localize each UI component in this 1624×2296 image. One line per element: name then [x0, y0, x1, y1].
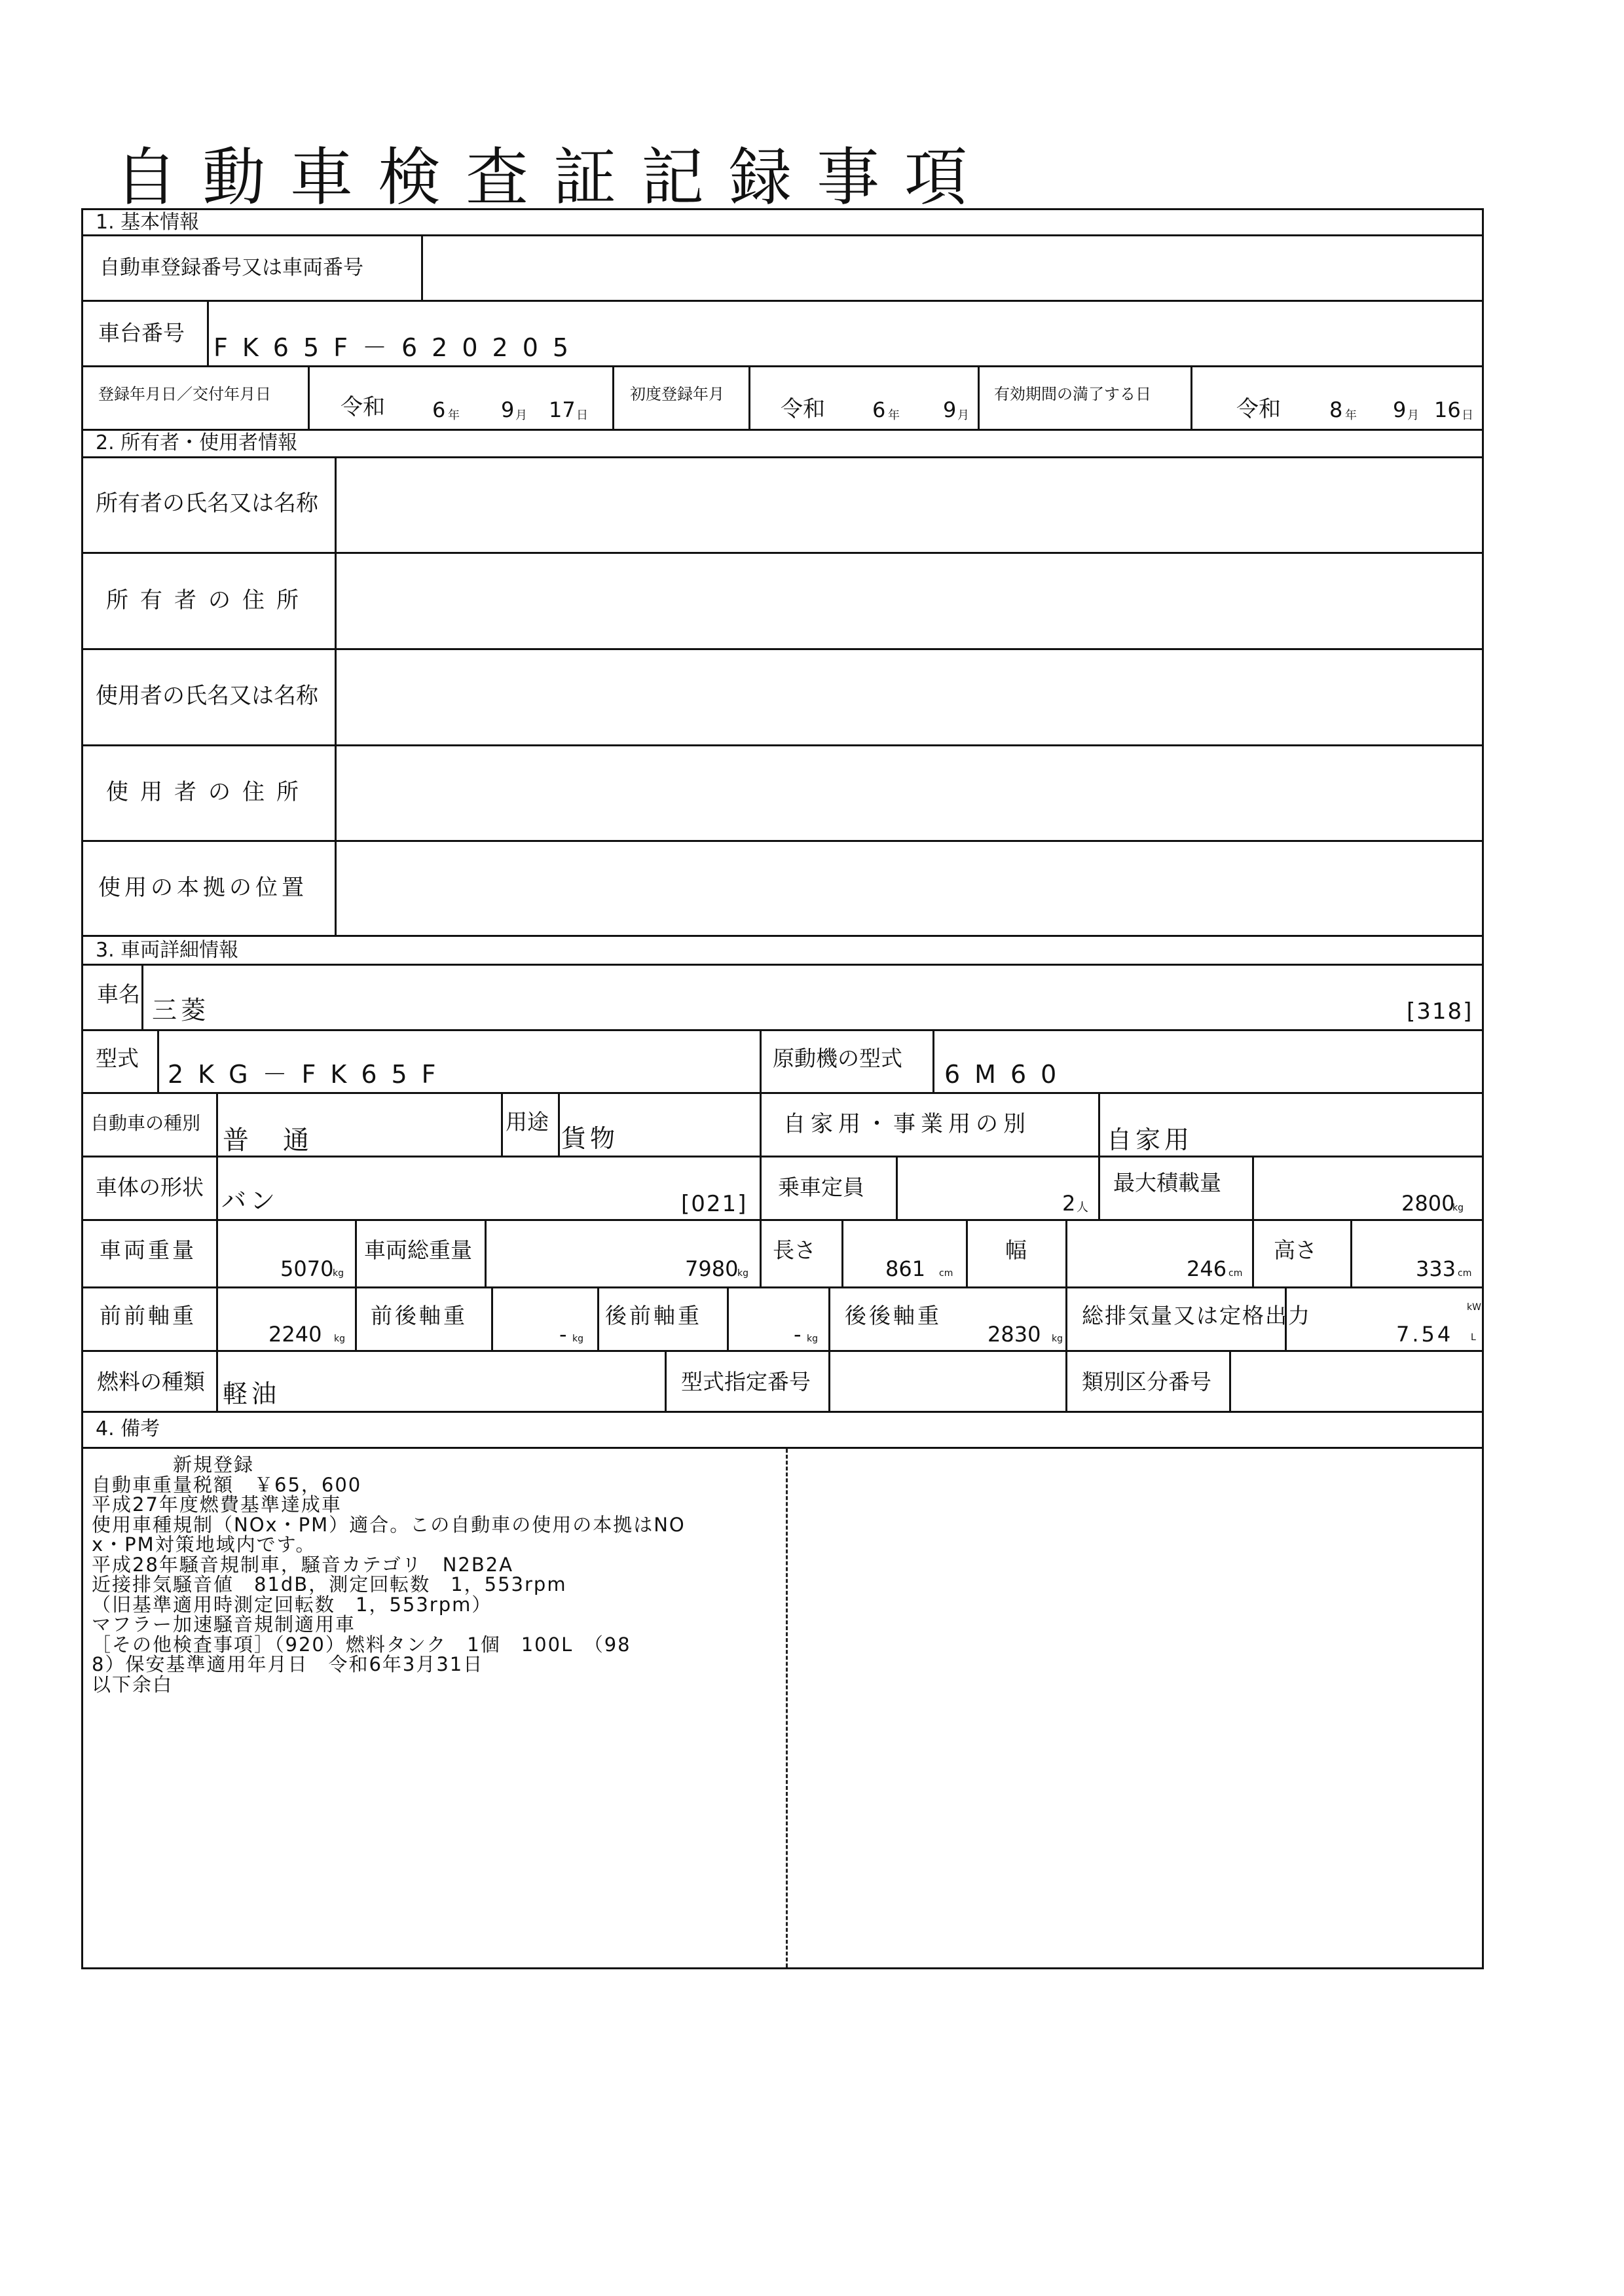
- owner-name-label: 所有者の氏名又は名称: [96, 490, 318, 517]
- rule: [81, 840, 1484, 842]
- first-registration-month: 9: [943, 397, 957, 422]
- registration-number-label: 自動車登録番号又は車両番号: [100, 256, 363, 280]
- rule: [81, 429, 1484, 431]
- rule: [81, 648, 1484, 650]
- registration-date-era: 令和: [341, 394, 385, 420]
- rule: [81, 1447, 1484, 1449]
- kg-unit: kg: [572, 1334, 583, 1344]
- rule: [216, 1286, 218, 1350]
- rule: [1229, 1350, 1231, 1411]
- kw-unit: kW: [1467, 1302, 1481, 1313]
- rule: [81, 365, 1484, 367]
- remarks-line: 近接排気騒音値 81dB，測定回転数 1，553rpm: [92, 1573, 567, 1595]
- rule: [81, 1219, 1484, 1221]
- rule: [748, 365, 750, 429]
- rule: [966, 1219, 968, 1286]
- rule: [81, 1029, 1484, 1031]
- rule: [727, 1286, 729, 1350]
- rule: [81, 234, 1484, 236]
- registration-date-label: 登録年月日／交付年月日: [98, 385, 271, 403]
- maker-label: 車名: [97, 981, 140, 1007]
- cm-unit: cm: [1228, 1268, 1243, 1279]
- rule: [81, 1092, 1484, 1094]
- rule: [421, 234, 423, 300]
- rule: [216, 1092, 218, 1156]
- user-name-label: 使用者の氏名又は名称: [96, 683, 318, 709]
- rule: [1098, 1092, 1100, 1156]
- body-shape-value: バン: [221, 1186, 280, 1215]
- month-unit: 月: [1407, 409, 1419, 422]
- rule: [828, 1350, 830, 1411]
- kg-unit: kg: [1052, 1334, 1063, 1344]
- height-label: 高さ: [1274, 1237, 1317, 1263]
- rule: [932, 1029, 934, 1092]
- year-unit: 年: [888, 409, 900, 422]
- use-value: 貨物: [561, 1124, 619, 1153]
- kg-unit: kg: [333, 1268, 344, 1279]
- fuel-type-label: 燃料の種類: [97, 1369, 205, 1394]
- capacity-label: 乗車定員: [778, 1175, 864, 1200]
- rule: [355, 1286, 357, 1350]
- use-label: 用途: [506, 1109, 549, 1135]
- rule: [1065, 1286, 1067, 1350]
- rule: [335, 456, 337, 935]
- year-unit: 年: [1345, 409, 1357, 422]
- rear-front-axle-label: 後前軸重: [605, 1303, 702, 1328]
- day-unit: 日: [1462, 409, 1473, 422]
- year-unit: 年: [448, 409, 460, 422]
- section-remarks-header: 4. 備考: [96, 1417, 160, 1440]
- rule: [491, 1286, 493, 1350]
- body-shape-label: 車体の形状: [96, 1175, 204, 1200]
- section-vehicle-header: 3. 車両詳細情報: [96, 939, 239, 962]
- rule: [207, 300, 209, 365]
- rule: [665, 1350, 667, 1411]
- remarks-line: 自動車重量税額 ￥65，600: [92, 1473, 362, 1496]
- remarks-line: 以下余白: [92, 1673, 174, 1696]
- rule: [216, 1156, 218, 1219]
- rule: [760, 1029, 762, 1092]
- certificate-frame: [81, 208, 1484, 1969]
- type-designation-label: 型式指定番号: [681, 1369, 811, 1394]
- base-location-label: 使用の本拠の位置: [98, 875, 308, 901]
- vehicle-kind-value: 普 通: [223, 1125, 313, 1156]
- rule: [157, 1029, 159, 1092]
- kg-unit: kg: [737, 1268, 748, 1279]
- expiry-date-label: 有効期間の満了する日: [994, 385, 1151, 403]
- max-load-label: 最大積載量: [1113, 1170, 1221, 1195]
- model-label: 型式: [96, 1046, 139, 1071]
- remarks-line: 平成27年度燃費基準達成車: [92, 1493, 342, 1516]
- remarks-line: （旧基準適用時測定回転数 1，553rpm）: [92, 1593, 492, 1616]
- remarks-line: ［その他検査事項］（920）燃料タンク 1個 100L （98: [92, 1633, 631, 1656]
- remarks-line: x・PM対策地域内です。: [92, 1533, 316, 1556]
- remarks-text: [92, 1455, 686, 1694]
- rule: [485, 1219, 487, 1286]
- rule: [81, 1156, 1484, 1157]
- rule: [355, 1219, 357, 1286]
- rule: [1252, 1219, 1254, 1286]
- rule: [81, 1350, 1484, 1352]
- rule: [81, 1411, 1484, 1413]
- first-registration-label: 初度登録年月: [630, 385, 724, 403]
- rule: [81, 1286, 1484, 1288]
- rule: [141, 964, 143, 1029]
- rear-front-axle-value: -: [794, 1322, 802, 1347]
- vehicle-kind-label: 自動車の種別: [90, 1112, 201, 1134]
- section-owner-header: 2. 所有者・使用者情報: [96, 431, 298, 454]
- width-value: 246: [1187, 1256, 1227, 1281]
- length-value: 861: [885, 1256, 926, 1281]
- rear-rear-axle-value: 2830: [987, 1322, 1041, 1347]
- rule: [1065, 1219, 1067, 1286]
- rule: [828, 1286, 830, 1350]
- rule: [81, 744, 1484, 746]
- maker-value: 三菱: [152, 996, 210, 1025]
- l-unit: L: [1471, 1332, 1476, 1343]
- class-number-label: 類別区分番号: [1082, 1369, 1211, 1394]
- rule: [81, 456, 1484, 458]
- registration-date-year: 6: [432, 397, 446, 422]
- front-front-axle-value: 2240: [268, 1322, 322, 1347]
- rule: [216, 1219, 218, 1286]
- model-value: 2KG－FK65F: [168, 1060, 451, 1089]
- gross-weight-label: 車両総重量: [364, 1237, 472, 1263]
- rule: [1350, 1219, 1352, 1286]
- month-unit: 月: [957, 409, 969, 422]
- kg-unit: kg: [334, 1334, 345, 1344]
- month-unit: 月: [515, 409, 527, 422]
- maker-code: [318]: [1407, 998, 1473, 1025]
- rule: [308, 365, 310, 429]
- displacement-label: 総排気量又は定格出力: [1082, 1303, 1311, 1328]
- front-rear-axle-value: -: [559, 1322, 567, 1347]
- cm-unit: cm: [1458, 1268, 1472, 1279]
- gross-weight-value: 7980: [685, 1256, 739, 1281]
- width-label: 幅: [1005, 1237, 1027, 1263]
- first-registration-year: 6: [872, 397, 886, 422]
- vehicle-weight-label: 車両重量: [100, 1237, 196, 1263]
- rule: [1065, 1350, 1067, 1411]
- cm-unit: cm: [939, 1268, 953, 1279]
- fuel-type-value: 軽油: [223, 1379, 281, 1408]
- height-value: 333: [1416, 1256, 1456, 1281]
- private-business-value: 自家用: [1107, 1125, 1194, 1154]
- owner-address-label: 所有者の住所: [106, 587, 310, 613]
- chassis-number-value: FK65F－620205: [213, 333, 583, 362]
- private-business-label: 自家用・事業用の別: [783, 1111, 1031, 1137]
- rule: [81, 300, 1484, 302]
- rule: [896, 1156, 898, 1219]
- rule: [501, 1092, 503, 1156]
- rule: [1190, 365, 1192, 429]
- remarks-line: 8）保安基準適用年月日 令和6年3月31日: [92, 1653, 484, 1675]
- section-basic-header: 1. 基本情報: [96, 211, 200, 234]
- expiry-date-era: 令和: [1236, 396, 1281, 422]
- rule: [597, 1286, 599, 1350]
- kg-unit: kg: [807, 1334, 818, 1344]
- remarks-line: 使用車種規制（NOx・PM）適合。この自動車の使用の本拠はNO: [92, 1513, 686, 1536]
- capacity-value: 2: [1062, 1191, 1076, 1216]
- remarks-line: 新規登録: [92, 1453, 255, 1476]
- rule: [760, 1156, 762, 1219]
- rule: [558, 1092, 560, 1156]
- registration-date-day: 17: [549, 397, 576, 422]
- rule: [978, 365, 980, 429]
- body-shape-code: [021]: [681, 1191, 748, 1217]
- rule: [841, 1219, 843, 1286]
- rule: [760, 1219, 762, 1286]
- kg-unit: kg: [1452, 1203, 1464, 1213]
- remarks-line: 平成28年騒音規制車，騒音カテゴリ N2B2A: [92, 1553, 514, 1576]
- vehicle-weight-value: 5070: [280, 1256, 334, 1281]
- engine-type-label: 原動機の型式: [773, 1046, 902, 1071]
- expiry-date-month: 9: [1393, 397, 1407, 422]
- capacity-unit: 人: [1077, 1201, 1088, 1214]
- front-rear-axle-label: 前後軸重: [371, 1303, 468, 1328]
- rule: [1252, 1156, 1254, 1219]
- registration-date-month: 9: [501, 397, 515, 422]
- rule: [216, 1350, 218, 1411]
- displacement-value: 7.54: [1396, 1322, 1454, 1347]
- rule: [81, 935, 1484, 937]
- engine-type-value: 6M60: [944, 1060, 1071, 1089]
- rule: [760, 1092, 762, 1156]
- document-title: 自動車検査証記録事項: [115, 141, 992, 214]
- chassis-number-label: 車台番号: [98, 320, 185, 346]
- max-load-value: 2800: [1401, 1191, 1455, 1216]
- front-front-axle-label: 前前軸重: [100, 1303, 196, 1328]
- rule: [1098, 1156, 1100, 1219]
- rule: [81, 964, 1484, 966]
- rule: [612, 365, 614, 429]
- expiry-date-year: 8: [1329, 397, 1343, 422]
- remarks-line: マフラー加速騒音規制適用車: [92, 1613, 356, 1635]
- day-unit: 日: [576, 409, 588, 422]
- first-registration-era: 令和: [781, 396, 825, 422]
- rule: [81, 552, 1484, 554]
- length-label: 長さ: [773, 1237, 816, 1263]
- expiry-date-day: 16: [1434, 397, 1461, 422]
- rear-rear-axle-label: 後後軸重: [845, 1303, 942, 1328]
- remarks-divider: [786, 1449, 788, 1967]
- user-address-label: 使用者の住所: [106, 779, 310, 805]
